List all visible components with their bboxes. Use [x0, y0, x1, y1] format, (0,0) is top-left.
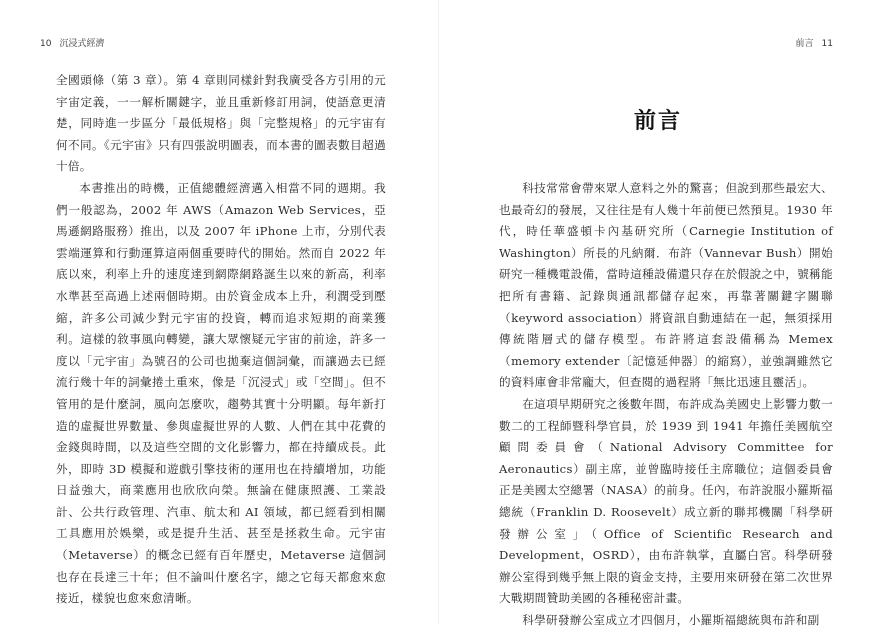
right-body-text — [499, 178, 833, 631]
paragraph: 科學研發辦公室成立才四個月，小羅斯福總統與布許和副 — [522, 612, 820, 627]
book-title: 沉浸式經濟 — [59, 39, 105, 49]
section-title: 前言 — [795, 39, 814, 49]
running-head-right — [796, 36, 833, 49]
paragraph: 科技常常會帶來眾人意料之外的驚喜；但說到那些最宏大、也最奇幻的發展，又往往是有人幾十年前便已然預見。1930 年代，時任華盛頓卡內基研究所（Carnegie Institution of Washington）所長的凡納爾．布許（Vannevar Bush）開始研究一種機電設備，當時這種設備還只存在於假說之中，號稱能把所有書籍、記錄與通訊都儲存起來，再靠著關鍵字關聯（keyword association）將資訊自動連結在一起，無須採用傳統階層式的儲存模型。布許將這套設備稱為 Memex（memory extender〔記憶延伸器〕的縮寫），並強調雖然它的資料庫會非常龐大，但查閱的過程將「無比迅速且靈活」。 — [499, 181, 833, 390]
paragraph: 在這項早期研究之後數年間，布許成為美國史上影響力數一數二的工程師暨科學官員，於 1939 到 1941 年擔任美國航空顧問委員會（National Advisory Committee for Aeronautics）副主席，並曾臨時接任主席職位；這個委員會正是美國太空總署（NASA）的前身。任內，布許說服小羅斯福總統（Franklin D. Roosevelt）成立新的聯邦機關「科學研發辦公室」（Office of Scientific Research and Development，OSRD），由布許執掌，直屬白宮。科學研發辦公室得到幾乎無上限的資金支持，主要用來研發在第二次世界大戰期間贊助美國的各種秘密計畫。 — [499, 396, 833, 606]
left-body-text — [56, 70, 386, 610]
right-page — [439, 0, 877, 627]
left-page — [0, 0, 438, 624]
paragraph: 全國頭條（第 3 章）。第 4 章則同樣針對我廣受各方引用的元宇宙定義，一一解析關鍵字，並且重新修訂用詞，使語意更清楚，同時進一步區分「最低規格」與「完整規格」的元宇宙有何不同。《元宇宙》只有四張說明圖表，而本書的圖表數目超過十倍。 — [56, 73, 386, 174]
page-number: 10 — [40, 39, 52, 49]
paragraph: 本書推出的時機，正值總體經濟邁入相當不同的週期。我們一般認為，2002 年 AWS（Amazon Web Services，亞馬遜網路服務）推出，以及 2007 年 iPhone 上市，分別代表雲端運算和行動運算這兩個重要時代的開始。然而自 2022 年底以來，利率上升的速度達到網際網路誕生以來的新高，利率水準甚至高過上述兩個時期。由於資金成本上升，利潤受到壓縮，許多公司減少對元宇宙的投資，轉而追求短期的商業獲利。這樣的敘事風向轉變，讓大眾懷疑元宇宙的前途，許多一度以「元宇宙」為號召的公司也拋棄這個詞彙，而讓過去已經流行幾十年的詞彙捲土重來，像是「沉浸式」或「空間」。但不管用的是什麼詞，風向怎麼吹，趨勢其實十分明顯。每年新打造的虛擬世界數量、參與虛擬世界的人數、人們在其中花費的金錢與時間，以及這些空間的文化影響力，都在持續成長。此外，即時 3D 模擬和遊戲引擎技術的運用也在持續增加，功能日益強大，商業應用也欣欣向榮。無論在健康照護、工業設計、公共行政管理、汽車、航太和 AI 領域，都已經看到相關工具應用於娛樂，或是提升生活、甚至是拯救生命。元宇宙（Metaverse）的概念已經有百年歷史，Metaverse 這個詞也存在長達三十年；但不論叫什麼名字，總之它每天都愈來愈接近，樣貌也愈來愈清晰。 — [56, 180, 386, 606]
chapter-title: 前言 — [633, 109, 682, 134]
page-number: 11 — [821, 39, 833, 49]
running-head-left — [40, 36, 104, 49]
